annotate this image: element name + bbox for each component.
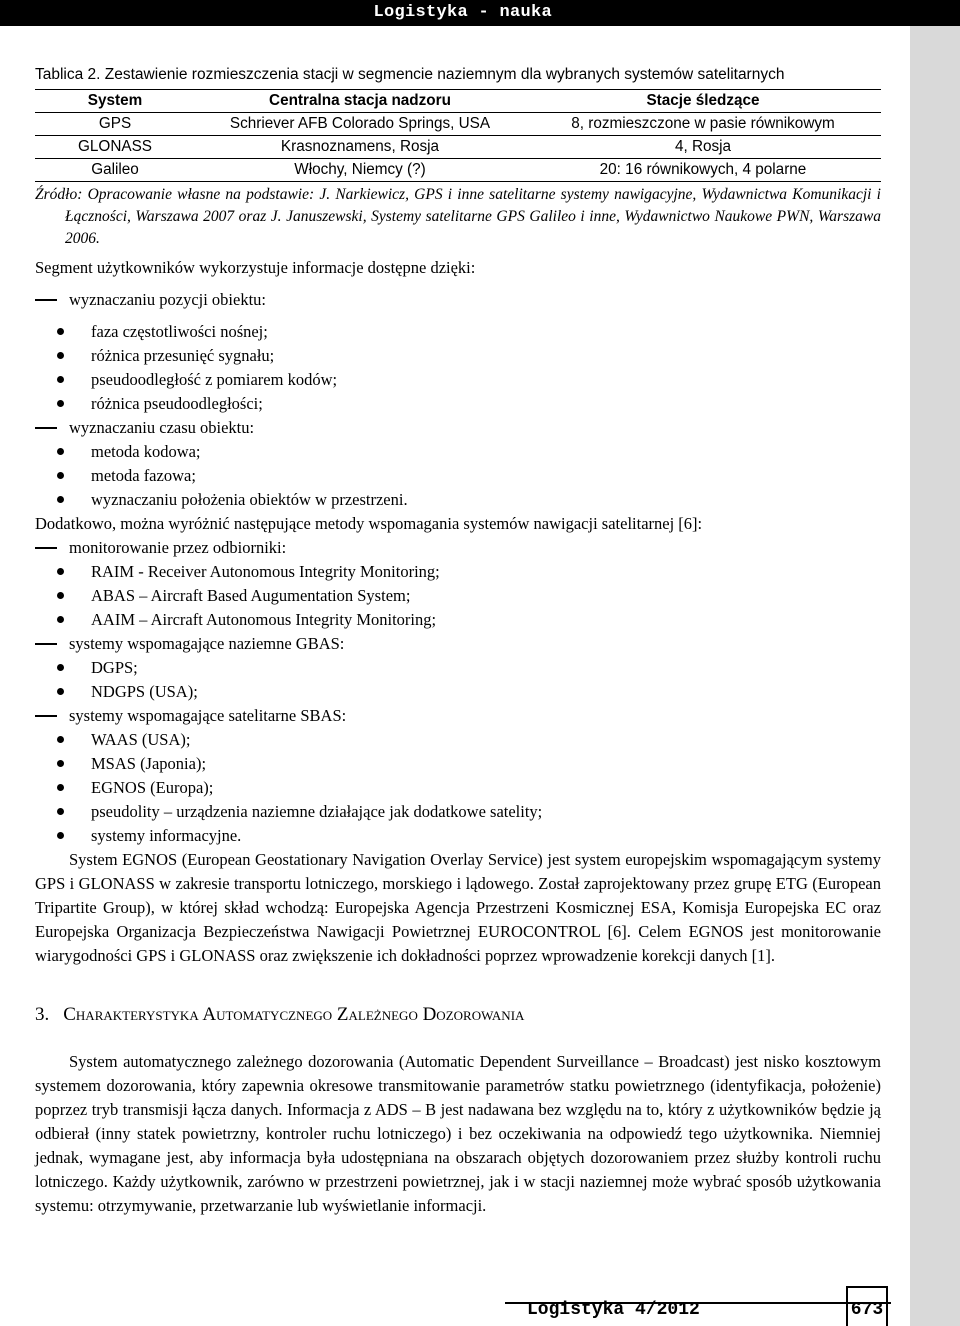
systems-table xyxy=(35,89,881,182)
table-header-cell: Stacje śledzące xyxy=(646,92,760,109)
list-item: różnica przesunięć sygnału; xyxy=(35,344,881,368)
dot-bullet-icon xyxy=(57,616,64,623)
table-cell: Schriever AFB Colorado Springs, USA xyxy=(229,115,491,132)
table-cell: 8, rozmieszczone w pasie równikowym xyxy=(571,115,835,132)
table-source-note: Źródło: Opracowanie własne na podstawie: J. Narkiewicz, GPS i inne satelitarne systemy nawigacyjne, Wydawnictwa Komunikacji i Łączności, Warszawa 2007 oraz J. Januszewski, Systemy satelitarne GPS Galileo i inne, Wydawnictwo Naukowe PWN, Warszawa 2006. xyxy=(35,186,881,247)
dot-bullet-icon xyxy=(57,592,64,599)
list-item: wyznaczaniu pozycji obiektu: xyxy=(69,290,267,309)
dot-bullet-icon xyxy=(57,736,64,743)
table-cell: 4, Rosja xyxy=(674,138,732,155)
dot-bullet-icon xyxy=(57,448,64,455)
dot-bullet-icon xyxy=(57,568,64,575)
margin-band xyxy=(910,26,960,1326)
list-item: WAAS (USA); xyxy=(35,728,881,752)
list-item: ABAS – Aircraft Based Augumentation System; xyxy=(35,584,881,608)
ads-b-paragraph: System automatycznego zależnego dozorowania (Automatic Dependent Surveillance – Broadcast) jest nisko kosztowym systemem dozorowania, który zapewnia okresowe transmitowanie parametrów statku powietrznego (identyfikacja, położenie) poprzez tryb transmisji łącza danych. Informacja z ADS – B jest nadawana bez względu na to, który z użytkowników będzie ją odbierał (inny statek powietrzny, kontroler ruchu lotniczego) i bez oczekiwania na odpowiedź tego użytkownika. Niemniej jednak, wymagane jest, aby informacja była udostępniana na obszarach objętych dozorowaniem przez służby kontroli ruchu lotniczego. Każdy użytkownik, zarówno w przestrzeni powietrznej, jak i w stacji naziemnej może wybrać sposób użytkowania systemu: otrzymywanie, przetwarzanie lub wyświetlanie informacji. xyxy=(35,1052,881,1215)
list-item: NDGPS (USA); xyxy=(35,680,881,704)
list-item: DGPS; xyxy=(35,656,881,680)
list-item: systemy wspomagające naziemne GBAS: xyxy=(69,634,345,653)
list-item: pseudolity – urządzenia naziemne działające jak dodatkowe satelity; xyxy=(35,800,881,824)
dot-bullet-icon xyxy=(57,352,64,359)
methods-intro: Dodatkowo, można wyróżnić następujące metody wspomagania systemów nawigacji satelitarnej [6]: xyxy=(35,514,703,533)
table-cell: Włochy, Niemcy (?) xyxy=(294,161,426,178)
table-header-row xyxy=(35,90,881,113)
dot-bullet-icon xyxy=(57,808,64,815)
egnos-paragraph: System EGNOS (European Geostationary Navigation Overlay Service) jest system europejskim wspomagającym systemy GPS i GLONASS w zakresie transportu lotniczego, morskiego i lądowego. Został zaprojektowany przez grupę ETG (European Tripartite Group), w której skład wchodzą: Europejska Agencja Przestrzeni Kosmicznej ESA, Komisja Europejska EC oraz Europejska Organizacja Bezpieczeństwa Nawigacji Powietrznej EUROCONTROL [6]. Celem EGNOS jest monitorowanie wiarygodności GPS i GLONASS oraz zwiększenie ich dokładności poprzez wprowadzenie korekcji danych [1]. xyxy=(35,850,881,965)
list-item: MSAS (Japonia); xyxy=(35,752,881,776)
header-title: Logistyka - nauka xyxy=(373,3,552,22)
segment-intro: Segment użytkowników wykorzystuje informacje dostępne dzięki: xyxy=(35,258,476,277)
table-cell: Galileo xyxy=(91,161,139,178)
dot-bullet-icon xyxy=(57,328,64,335)
table-cell: 20: 16 równikowych, 4 polarne xyxy=(599,161,807,178)
list-item: pseudoodległość z pomiarem kodów; xyxy=(35,368,881,392)
dot-bullet-icon xyxy=(57,496,64,503)
dot-bullet-icon xyxy=(57,376,64,383)
table-cell: Krasnoznamens, Rosja xyxy=(280,138,440,155)
table-header-cell: System xyxy=(87,92,143,109)
list-item: AAIM – Aircraft Autonomous Integrity Monitoring; xyxy=(35,608,881,632)
table-cell: GPS xyxy=(98,115,132,132)
dot-bullet-icon xyxy=(57,472,64,479)
list-item: faza częstotliwości nośnej; xyxy=(35,320,881,344)
list-item: EGNOS (Europa); xyxy=(35,776,881,800)
table-row xyxy=(35,113,881,136)
dot-bullet-icon xyxy=(57,688,64,695)
dot-bullet-icon xyxy=(57,400,64,407)
table-caption: Tablica 2. Zestawienie rozmieszczenia stacji w segmencie naziemnym dla wybranych systemów satelitarnych xyxy=(35,66,785,83)
dot-bullet-icon xyxy=(57,664,64,671)
footer-journal: Logistyka 4/2012 xyxy=(527,1300,700,1320)
list-item: RAIM - Receiver Autonomous Integrity Monitoring; xyxy=(35,560,881,584)
list-item: monitorowanie przez odbiorniki: xyxy=(69,538,287,557)
header-bar xyxy=(0,0,960,26)
page-number: 673 xyxy=(846,1286,888,1326)
dot-bullet-icon xyxy=(57,760,64,767)
section-title: Charakterystyka Automatycznego Zależnego Dozorowania xyxy=(63,1004,525,1025)
list-item: różnica pseudoodległości; xyxy=(35,392,881,416)
table-row xyxy=(35,136,881,159)
table-row xyxy=(35,159,881,182)
page-content xyxy=(35,64,881,1218)
list-item: systemy wspomagające satelitarne SBAS: xyxy=(69,706,347,725)
section-number: 3. xyxy=(35,1004,50,1025)
list-item: metoda kodowa; xyxy=(35,440,881,464)
list-item: wyznaczaniu położenia obiektów w przestrzeni. xyxy=(35,488,881,512)
table-cell: GLONASS xyxy=(78,138,152,155)
table-header-cell: Centralna stacja nadzoru xyxy=(269,92,451,109)
dot-bullet-icon xyxy=(57,784,64,791)
list-item: wyznaczaniu czasu obiektu: xyxy=(69,418,255,437)
section-heading xyxy=(35,1004,881,1026)
list-item: metoda fazowa; xyxy=(35,464,881,488)
dot-bullet-icon xyxy=(57,832,64,839)
list-item: systemy informacyjne. xyxy=(35,824,881,848)
